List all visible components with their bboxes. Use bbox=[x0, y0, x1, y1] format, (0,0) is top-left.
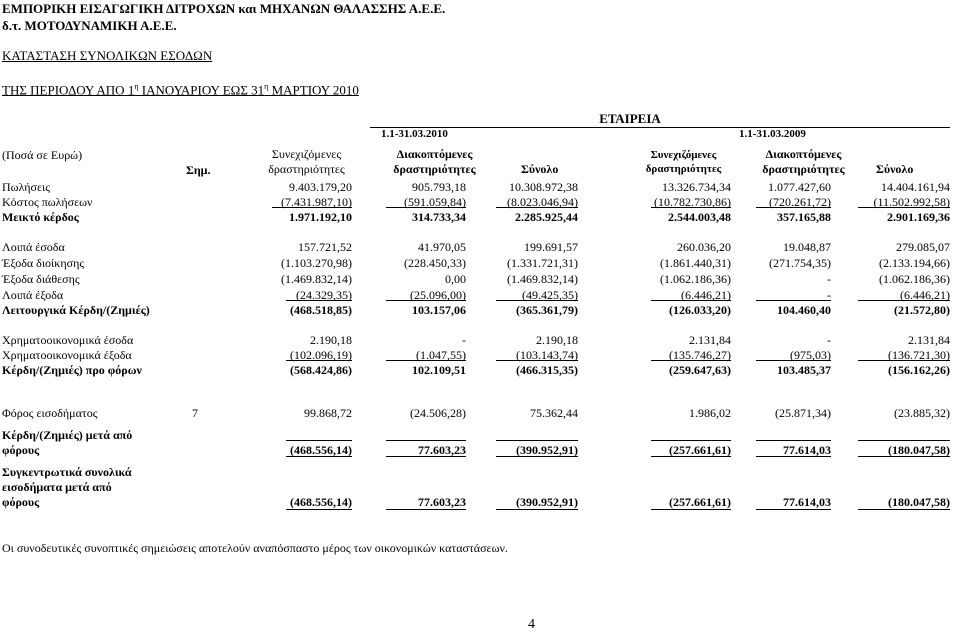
row-label: Χρηματοοικονομικά έσοδα bbox=[2, 333, 134, 347]
row-label: Λοιπά έξοδα bbox=[2, 288, 64, 302]
table-cell: 14.404.161,94 bbox=[881, 180, 950, 194]
col-2010-total: Σύνολο bbox=[521, 162, 559, 176]
company-trade-name: δ.τ. ΜΟΤΟΔΥΝΑΜΙΚΗ Α.Ε.Ε. bbox=[2, 18, 177, 33]
table-cell: (180.047,58) bbox=[888, 443, 950, 457]
table-cell: (6.446,21) bbox=[681, 288, 731, 302]
table-cell: (136.721,30) bbox=[888, 348, 950, 362]
table-cell: (49.425,35) bbox=[522, 288, 578, 302]
table-cell: 905.793,18 bbox=[412, 180, 466, 194]
table-cell: 2.131,84 bbox=[908, 333, 950, 347]
table-cell: (156.162,26) bbox=[888, 363, 950, 377]
table-cell: 13.326.734,34 bbox=[662, 180, 731, 194]
period-2010-header: 1.1-31.03.2010 bbox=[381, 128, 448, 140]
col-2009-discontinued: Διακοπτόμενες bbox=[765, 147, 842, 161]
col-2010-discontinued: Διακοπτόμενες bbox=[396, 147, 473, 161]
footer-note: Οι συνοδευτικές συνοπτικές σημειώσεις αποτελούν αναπόσπαστο μέρος των οικονομικών καταστάσεων. bbox=[2, 541, 508, 555]
row-label: εισοδήματα μετά από bbox=[2, 480, 112, 494]
table-cell: (468.518,85) bbox=[290, 303, 352, 317]
table-cell: - bbox=[827, 333, 831, 347]
table-cell: (257.661,61) bbox=[669, 443, 731, 457]
table-cell: (25.096,00) bbox=[410, 288, 466, 302]
table-cell: (591.059,84) bbox=[404, 195, 466, 209]
table-cell: (975,03) bbox=[790, 348, 831, 362]
table-cell: (390.952,91) bbox=[516, 443, 578, 457]
row-label: Μεικτό κέρδος bbox=[2, 210, 79, 224]
row-label: Έξοδα διοίκησης bbox=[2, 256, 85, 270]
table-cell: (135.746,27) bbox=[669, 348, 731, 362]
table-cell: (568.424,86) bbox=[290, 363, 352, 377]
table-cell: (1.469.832,14) bbox=[281, 272, 352, 286]
row-label: Χρηματοοικονομικά έξοδα bbox=[2, 348, 132, 362]
col-2009-total: Σύνολο bbox=[876, 162, 914, 176]
statement-period: ΤΗΣ ΠΕΡΙΟΔΟΥ ΑΠΟ $1^\eta$ ΙΑΝΟΥΑΡΙΟΥ ΕΩΣ $31^\eta$ ΜΑΡΤΙΟΥ 2010 bbox=[2, 82, 359, 98]
table-cell: 77.614,03 bbox=[783, 443, 831, 457]
table-cell: (1.331.721,31) bbox=[507, 256, 578, 270]
table-cell: (466.315,35) bbox=[516, 363, 578, 377]
table-cell: (271.754,35) bbox=[769, 256, 831, 270]
col-2009-discontinued-2: δραστηριότητες bbox=[762, 162, 845, 176]
table-cell: 1.077.427,60 bbox=[768, 180, 831, 194]
col-2010-continuing-2: δραστηριότητες bbox=[268, 162, 345, 176]
table-cell: 1.971.192,10 bbox=[289, 210, 352, 224]
table-cell: - bbox=[827, 288, 831, 302]
col-2009-continuing-2: δραστηριότητες bbox=[645, 163, 722, 175]
table-cell: (1.047,55) bbox=[416, 348, 466, 362]
table-cell: 2.131,84 bbox=[689, 333, 731, 347]
table-cell: 279.085,07 bbox=[896, 240, 950, 254]
table-cell: 10.308.972,38 bbox=[509, 180, 578, 194]
row-label: Έξοδα διάθεσης bbox=[2, 272, 80, 286]
header-rule bbox=[370, 127, 950, 128]
table-cell: 2.190,18 bbox=[536, 333, 578, 347]
row-note: 7 bbox=[192, 406, 198, 420]
table-cell: 104.460,40 bbox=[777, 303, 831, 317]
table-cell: 1.986,02 bbox=[689, 406, 731, 420]
statement-title: ΚΑΤΑΣΤΑΣΗ ΣΥΝΟΛΙΚΩΝ ΕΣΟΔΩΝ bbox=[2, 48, 213, 63]
table-cell: (180.047,58) bbox=[888, 495, 950, 509]
table-cell: 75.362,44 bbox=[530, 406, 578, 420]
table-cell: 77.614,03 bbox=[783, 495, 831, 509]
company-name: ΕΜΠΟΡΙΚΗ ΕΙΣΑΓΩΓΙΚΗ ΔΙΤΡΟΧΩΝ και ΜΗΧΑΝΩΝ ΘΑΛΑΣΣΗΣ Α.Ε.Ε. bbox=[2, 1, 446, 16]
table-cell: (24.329,35) bbox=[296, 288, 352, 302]
table-cell: (25.871,34) bbox=[775, 406, 831, 420]
table-cell: (23.885,32) bbox=[894, 406, 950, 420]
table-cell: (1.469.832,14) bbox=[507, 272, 578, 286]
table-cell: (102.096,19) bbox=[290, 348, 352, 362]
table-cell: 77.603,23 bbox=[418, 443, 466, 457]
table-cell: 357.165,88 bbox=[777, 210, 831, 224]
table-cell: 102.109,51 bbox=[412, 363, 466, 377]
table-cell: (21.572,80) bbox=[894, 303, 950, 317]
row-label: Λειτουργικά Κέρδη/(Ζημιές) bbox=[2, 303, 150, 317]
row-label: Πωλήσεις bbox=[2, 180, 51, 194]
table-cell: (2.133.194,66) bbox=[879, 256, 950, 270]
table-cell: (365.361,79) bbox=[516, 303, 578, 317]
row-label: Κέρδη/(Ζημιές) προ φόρων bbox=[2, 363, 142, 377]
table-cell: (24.506,28) bbox=[410, 406, 466, 420]
table-cell: 314.733,34 bbox=[412, 210, 466, 224]
table-cell: 2.544.003,48 bbox=[668, 210, 731, 224]
table-cell: (1.062.186,36) bbox=[879, 272, 950, 286]
table-cell: 0,00 bbox=[445, 272, 466, 286]
table-cell: 9.403.179,20 bbox=[289, 180, 352, 194]
period-2009-header: 1.1-31.03.2009 bbox=[739, 128, 806, 140]
table-cell: (103.143,74) bbox=[516, 348, 578, 362]
row-label: φόρους bbox=[2, 495, 40, 509]
table-cell: (11.502.992,58) bbox=[873, 195, 950, 209]
table-cell: (7.431.987,10) bbox=[281, 195, 352, 209]
table-cell: 2.190,18 bbox=[310, 333, 352, 347]
table-cell: (259.647,63) bbox=[669, 363, 731, 377]
table-cell: (8.023.046,94) bbox=[507, 195, 578, 209]
table-cell: (720.261,72) bbox=[769, 195, 831, 209]
table-cell: (1.062.186,36) bbox=[660, 272, 731, 286]
entity-header: ΕΤΑΙΡΕΙΑ bbox=[599, 111, 661, 126]
row-label: Κόστος πωλήσεων bbox=[2, 195, 93, 209]
table-cell: (1.103.270,98) bbox=[281, 256, 352, 270]
table-cell: 2.285.925,44 bbox=[515, 210, 578, 224]
col-2009-continuing: Συνεχιζόμενες bbox=[650, 149, 717, 161]
table-cell: 199.691,57 bbox=[524, 240, 578, 254]
table-cell: 260.036,20 bbox=[677, 240, 731, 254]
table-cell: (228.450,33) bbox=[404, 256, 466, 270]
table-cell: (468.556,14) bbox=[290, 495, 352, 509]
table-cell: (468.556,14) bbox=[290, 443, 352, 457]
table-cell: 157.721,52 bbox=[298, 240, 352, 254]
page-number: 4 bbox=[528, 617, 535, 632]
table-cell: (6.446,21) bbox=[900, 288, 950, 302]
table-cell: (257.661,61) bbox=[669, 495, 731, 509]
table-cell: (390.952,91) bbox=[516, 495, 578, 509]
table-cell: 103.157,06 bbox=[412, 303, 466, 317]
currency-label: (Ποσά σε Ευρώ) bbox=[2, 148, 83, 162]
table-cell: 99.868,72 bbox=[304, 406, 352, 420]
row-label: Φόρος εισοδήματος bbox=[2, 406, 98, 420]
table-cell: (10.782.730,86) bbox=[654, 195, 731, 209]
table-cell: - bbox=[462, 333, 466, 347]
col-2010-continuing: Συνεχιζόμενες bbox=[271, 147, 342, 161]
row-label: Συγκεντρωτικά συνολικά bbox=[2, 465, 132, 479]
table-cell: 2.901.169,36 bbox=[887, 210, 950, 224]
table-cell: 77.603,23 bbox=[418, 495, 466, 509]
row-label: Λοιπά έσοδα bbox=[2, 240, 65, 254]
col-2010-discontinued-2: δραστηριότητες bbox=[393, 162, 476, 176]
row-label: φόρους bbox=[2, 443, 40, 457]
table-cell: 41.970,05 bbox=[418, 240, 466, 254]
row-label: Κέρδη/(Ζημιές) μετά από bbox=[2, 428, 133, 442]
note-column-header: Σημ. bbox=[186, 163, 211, 177]
table-cell: - bbox=[827, 272, 831, 286]
table-cell: 19.048,87 bbox=[783, 240, 831, 254]
table-cell: (126.033,20) bbox=[669, 303, 731, 317]
table-cell: 103.485,37 bbox=[777, 363, 831, 377]
table-cell: (1.861.440,31) bbox=[660, 256, 731, 270]
